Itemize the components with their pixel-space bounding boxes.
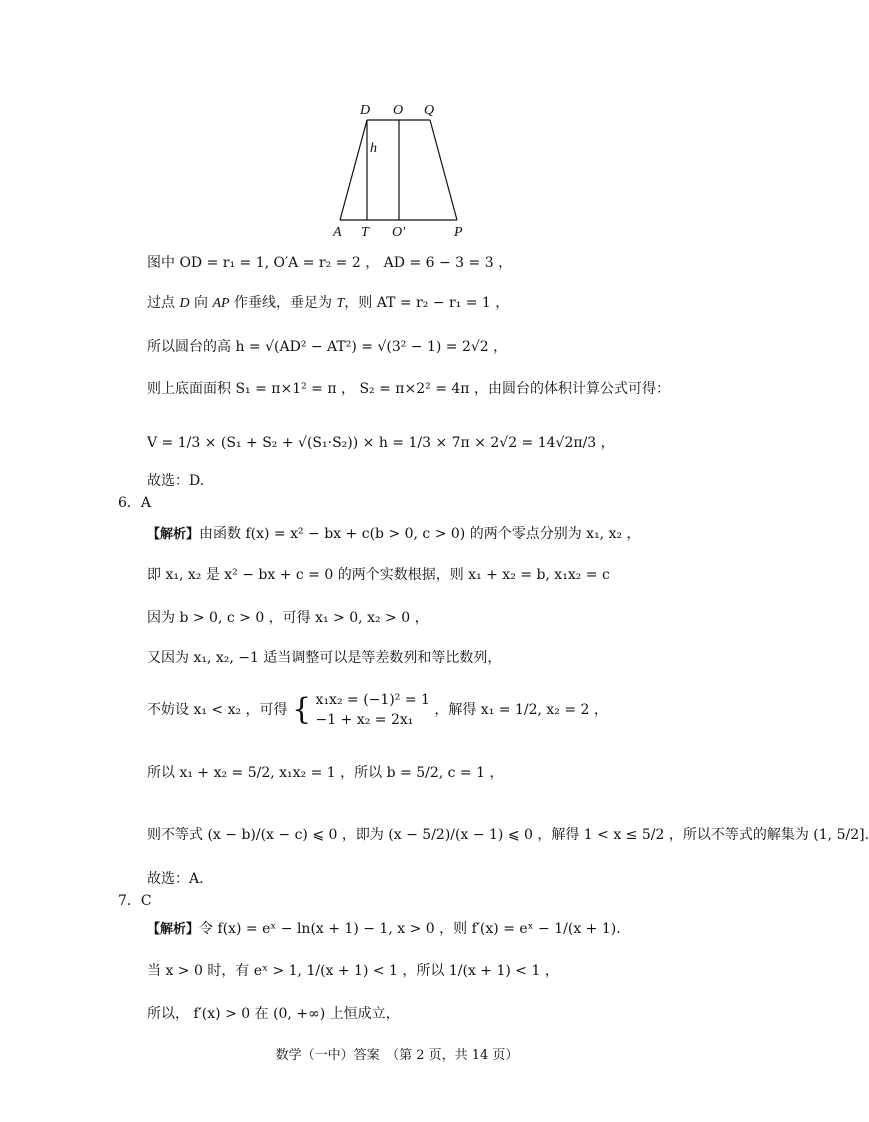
q6-line-4: 又因为 x₁, x₂, −1 适当调整可以是等差数列和等比数列， xyxy=(147,650,502,666)
text-line-1: 图中 OD = r₁ = 1, O′A = r₂ = 2 ， AD = 6 − 3 = 3 ， xyxy=(147,255,513,271)
q6-line-1-text: 由函数 f(x) = x² − bx + c(b > 0, c > 0) 的两个零点分别为 x₁, x₂ ， xyxy=(199,526,641,542)
system-eq-2: −1 + x₂ = 2x₁ xyxy=(315,712,414,728)
label-A: A xyxy=(333,225,342,240)
l2-line-AP: AP xyxy=(212,296,230,311)
text-line-4: 则上底面面积 S₁ = π×1² = π ， S₂ = π×2² = 4π ，由圆台的体积计算公式可得： xyxy=(147,381,670,397)
q7-analysis-tag: 【解析】 xyxy=(147,922,200,937)
text-line-3: 所以圆台的高 h = √(AD² − AT²) = √(3² − 1) = 2√2 ， xyxy=(147,339,508,355)
q6-line-7: 则不等式 (x − b)/(x − c) ⩽ 0 ，即为 (x − 5/2)/(x − 1) ⩽ 0 ，解得 1 < x ≤ 5/2 ，所以不等式的解集为 (1, 5/2]. xyxy=(147,827,869,843)
l2-point-D: D xyxy=(179,296,190,311)
q7-line-2: 当 x > 0 时，有 eˣ > 1, 1/(x + 1) < 1 ，所以 1/(x + 1) < 1 ， xyxy=(147,963,559,979)
equation-system xyxy=(316,690,430,730)
l2-part-g: ，则 AT = r₂ − r₁ = 1 ， xyxy=(344,295,510,311)
frustum-cross-section-figure xyxy=(320,96,480,241)
l2-part-e: 作垂线，垂足为 xyxy=(229,295,337,311)
label-h: h xyxy=(370,141,377,156)
q7-line-1 xyxy=(147,920,621,939)
label-P: P xyxy=(454,225,463,240)
q6-analysis-tag: 【解析】 xyxy=(147,527,200,542)
q7-line-1-text: 令 f(x) = eˣ − ln(x + 1) − 1, x > 0 ，则 f′(x) = eˣ − 1/(x + 1). xyxy=(199,921,621,937)
q6-line-3: 因为 b > 0, c > 0 ，可得 x₁ > 0, x₂ > 0 ， xyxy=(147,610,429,626)
q6-line-6: 所以 x₁ + x₂ = 5/2, x₁x₂ = 1 ，所以 b = 5/2, c = 1 ， xyxy=(147,765,504,781)
q6-answer: 故选：A. xyxy=(147,871,204,887)
system-eq-1: x₁x₂ = (−1)² = 1 xyxy=(315,692,430,708)
q6-line-5-prefix: 不妨设 x₁ < x₂ ，可得 xyxy=(147,702,288,718)
question-6-heading: 6．A xyxy=(118,495,152,511)
q6-line-1 xyxy=(147,525,641,544)
slant-edge-QP xyxy=(430,120,457,220)
text-line-2 xyxy=(147,294,509,313)
q7-line-3: 所以， f′(x) > 0 在 (0, +∞) 上恒成立， xyxy=(147,1006,400,1022)
q6-line-5 xyxy=(147,690,608,730)
label-O: O xyxy=(393,103,404,118)
q6-line-5-suffix: ，解得 x₁ = 1/2, x₂ = 2 ， xyxy=(434,702,608,718)
answer-choice-5: 故选：D. xyxy=(147,473,205,489)
label-Q: Q xyxy=(424,103,435,118)
label-Oprime: O′ xyxy=(392,225,406,240)
l2-part-c: 向 xyxy=(189,295,213,311)
l2-part-a: 过点 xyxy=(147,295,180,311)
question-7-heading: 7．C xyxy=(118,893,152,909)
volume-formula-line: V = 1/3 × (S₁ + S₂ + √(S₁·S₂)) × h = 1/3 × 7π × 2√2 = 14√2π/3 ， xyxy=(147,435,615,451)
label-D: D xyxy=(360,103,371,118)
page-footer: 数学（一中）答案 （第 2 页，共 14 页） xyxy=(275,1048,519,1063)
q6-line-2: 即 x₁, x₂ 是 x² − bx + c = 0 的两个实数根据，则 x₁ + x₂ = b, x₁x₂ = c xyxy=(147,567,610,583)
label-T: T xyxy=(361,225,369,240)
slant-edge-DA xyxy=(340,120,367,220)
left-brace: { xyxy=(292,692,312,727)
l2-point-T: T xyxy=(336,296,345,311)
